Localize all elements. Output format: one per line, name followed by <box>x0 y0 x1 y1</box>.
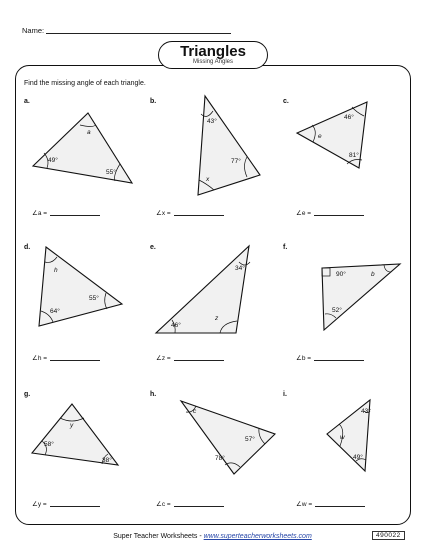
triangle-b-angle-bottom: x <box>206 176 210 183</box>
triangle-f-angle-right-angle: 90° <box>336 271 346 278</box>
triangle-e <box>156 246 250 333</box>
answer-a-line[interactable] <box>50 215 100 216</box>
triangle-g <box>32 404 118 465</box>
problem-g-letter: g. <box>24 391 31 398</box>
answer-c-label: ∠e = <box>296 210 312 217</box>
page-subtitle: Missing Angles <box>192 59 234 65</box>
footer-text: Super Teacher Worksheets - <box>113 533 204 540</box>
answer-c-line[interactable] <box>314 215 364 216</box>
problem-b-letter: b. <box>150 98 157 105</box>
problem-i-letter: i. <box>283 391 287 398</box>
answer-b-label: ∠x = <box>156 210 171 217</box>
triangle-f-angle-bottom: 52° <box>332 307 342 314</box>
answer-e-label: ∠z = <box>156 355 171 362</box>
triangle-g-angle-right: 38° <box>102 457 112 464</box>
triangle-d-angle-left: 64° <box>50 308 60 315</box>
triangle-h <box>181 401 275 474</box>
triangle-g-angle-top: y <box>70 422 74 429</box>
triangle-d-angle-top: h <box>54 267 58 274</box>
answer-i-line[interactable] <box>315 506 365 507</box>
triangle-d-angle-right: 55° <box>89 295 99 302</box>
problem-d-letter: d. <box>24 244 31 251</box>
worksheet-code: 490022 <box>372 531 405 540</box>
triangle-i-angle-bottom: 49° <box>353 454 363 461</box>
answer-i-label: ∠w = <box>296 501 313 508</box>
triangle-e-angle-top: 34° <box>235 265 245 272</box>
answer-f-line[interactable] <box>314 360 364 361</box>
triangle-d <box>39 247 122 326</box>
triangle-i-angle-top: 43° <box>361 408 371 415</box>
answer-e-line[interactable] <box>174 360 224 361</box>
problem-f-letter: f. <box>283 244 288 251</box>
answer-d[interactable] <box>32 354 100 362</box>
triangle-a-angle-left: 49° <box>48 157 58 164</box>
answer-d-line[interactable] <box>50 360 100 361</box>
answer-i[interactable] <box>296 500 365 508</box>
answer-b-line[interactable] <box>174 215 224 216</box>
answer-g[interactable] <box>32 500 100 508</box>
triangle-c <box>297 102 367 168</box>
footer-link[interactable]: www.superteacherworksheets.com <box>203 533 312 540</box>
triangle-c-angle-bottom: 81° <box>349 152 359 159</box>
answer-a[interactable] <box>32 209 100 217</box>
answer-c[interactable] <box>296 209 364 217</box>
problem-a-letter: a. <box>24 98 30 105</box>
answer-e[interactable] <box>156 354 224 362</box>
page-title: Triangles <box>180 43 246 60</box>
problem-c-letter: c. <box>283 98 289 105</box>
triangle-i <box>327 400 371 471</box>
triangle-e-angle-right: z <box>215 315 219 322</box>
triangle-f <box>322 264 400 330</box>
answer-g-label: ∠y = <box>32 501 47 508</box>
triangle-h-angle-top: c <box>193 408 197 415</box>
answer-g-line[interactable] <box>50 506 100 507</box>
triangle-h-angle-right: 57° <box>245 436 255 443</box>
triangle-a-angle-right: 55° <box>106 169 116 176</box>
triangle-a <box>33 113 132 183</box>
triangle-a-angle-top: a <box>87 129 91 136</box>
triangle-c-angle-left: e <box>318 133 322 140</box>
triangle-f-angle-right: b <box>371 271 375 278</box>
answer-f[interactable] <box>296 354 364 362</box>
instruction: Find the missing angle of each triangle. <box>24 80 146 87</box>
answer-a-label: ∠a = <box>32 210 48 217</box>
triangle-b-angle-right: 77° <box>231 158 241 165</box>
answer-h-line[interactable] <box>174 506 224 507</box>
triangle-g-angle-left: 58° <box>44 441 54 448</box>
problem-e-letter: e. <box>150 244 156 251</box>
answer-h[interactable] <box>156 500 224 508</box>
problem-h-letter: h. <box>150 391 157 398</box>
triangle-h-angle-bottom: 78° <box>215 455 225 462</box>
name-label: Name: <box>22 26 45 35</box>
triangle-b-angle-top: 43° <box>207 118 217 125</box>
triangle-c-angle-top: 46° <box>344 114 354 121</box>
answer-b[interactable] <box>156 209 224 217</box>
triangle-e-angle-left: 46° <box>171 322 181 329</box>
triangle-b <box>198 96 260 195</box>
answer-f-label: ∠b = <box>296 355 312 362</box>
footer <box>0 533 425 540</box>
answer-d-label: ∠h = <box>32 355 48 362</box>
answer-h-label: ∠c = <box>156 501 171 508</box>
triangle-i-angle-left: w <box>340 434 345 441</box>
